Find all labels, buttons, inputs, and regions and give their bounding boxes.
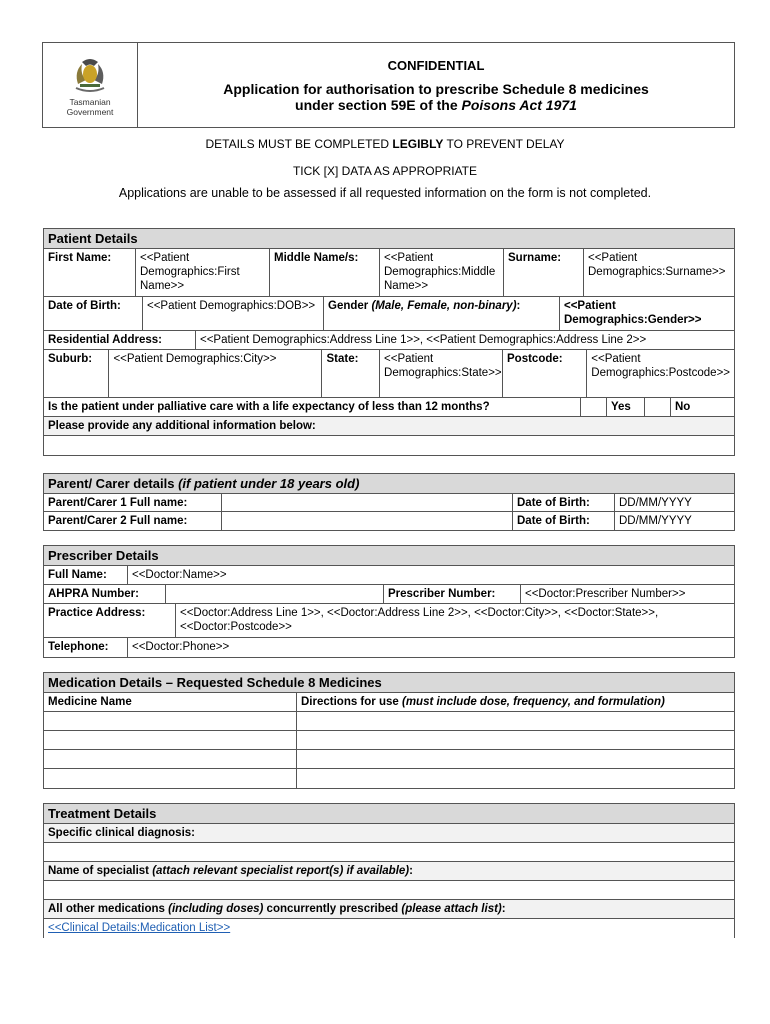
surname-field[interactable]: <<Patient Demographics:Surname>> [588,252,726,278]
medicine-name-field[interactable] [44,712,297,730]
palliative-row [44,398,734,417]
residential-address-row [44,331,734,350]
telephone-row [44,638,734,657]
carer2-name-field[interactable] [222,512,513,530]
directions-prefix: Directions for use [301,696,399,708]
section-heading: Patient Details [44,229,734,249]
instruction-prefix: DETAILS MUST BE COMPLETED [205,137,390,151]
first-name-label: First Name: [44,249,136,296]
medication-row [44,750,734,769]
carer2-dob-label: Date of Birth: [513,512,615,530]
medication-row [44,731,734,750]
additional-info-label: Please provide any additional information below: [48,420,316,432]
suburb-field[interactable]: <<Patient Demographics:City>> [109,350,322,397]
specialist-row [44,862,734,881]
other-medications-row [44,900,734,919]
carer2-row [44,512,734,530]
telephone-label: Telephone: [44,638,128,657]
gender-hint: (Male, Female, non-binary) [371,300,517,312]
residential-address-label: Residential Address: [44,331,196,349]
full-name-label: Full Name: [44,566,128,584]
yes-label: Yes [607,398,645,416]
other-meds-note1: (including doses) [168,903,264,915]
directions-field[interactable] [297,712,734,730]
specialist-note: (attach relevant specialist report(s) if available) [152,865,410,877]
instruction-suffix: TO PREVENT DELAY [446,137,565,151]
directions-field[interactable] [297,731,734,749]
diagnosis-label: Specific clinical diagnosis: [48,827,195,839]
specialist-colon: : [409,865,413,877]
medicine-name-field[interactable] [44,769,297,788]
diagnosis-field[interactable] [44,843,734,862]
medicine-name-header: Medicine Name [44,693,297,711]
practice-address-field[interactable]: <<Doctor:Address Line 1>>, <<Doctor:Address Line 2>>, <<Doctor:City>>, <<Doctor:State>>, <<Doctor:Postcode>> [180,607,659,633]
parent-heading-text: Parent/ Carer details [48,476,175,491]
medication-list-link[interactable]: <<Clinical Details:Medication List>> [48,922,231,934]
confidential-label: CONFIDENTIAL [387,57,485,73]
specialist-prefix: Name of specialist [48,865,149,877]
patient-name-row [44,249,734,297]
tasmanian-crest-icon [68,54,112,96]
dob-label: Date of Birth: [44,297,143,330]
title-prefix: under section 59E of the [295,96,458,113]
carer1-name-label: Parent/Carer 1 Full name: [44,494,222,511]
directions-field[interactable] [297,750,734,768]
practice-address-label: Practice Address: [44,604,176,637]
prescriber-name-row [44,566,734,585]
state-field[interactable]: <<Patient Demographics:State>> [380,350,503,397]
prescriber-section [43,545,735,658]
ahpra-label: AHPRA Number: [44,585,166,603]
logo-caption: Tasmanian Government [66,96,114,117]
prescriber-number-field[interactable]: <<Doctor:Prescriber Number>> [525,588,686,600]
carer1-dob-field[interactable]: DD/MM/YYYY [619,497,692,509]
no-checkbox[interactable] [645,398,671,416]
carer2-name-label: Parent/Carer 2 Full name: [44,512,222,530]
directions-field[interactable] [297,769,734,788]
form-title-block [138,43,734,127]
medication-header-row [44,693,734,712]
prescriber-number-label: Prescriber Number: [384,585,521,603]
medication-list-row [44,919,734,938]
palliative-question: Is the patient under palliative care with a life expectancy of less than 12 months? [44,398,581,416]
postcode-field[interactable]: <<Patient Demographics:Postcode>> [591,353,730,379]
middle-name-field[interactable]: <<Patient Demographics:Middle Name>> [380,249,504,296]
instruction-complete: Applications are unable to be assessed if all requested information on the form is not completed. [118,186,652,200]
other-meds-mid: concurrently prescribed [266,903,399,915]
state-label: State: [322,350,380,397]
carer1-name-field[interactable] [222,494,513,511]
diagnosis-row [44,824,734,843]
medication-row [44,769,734,788]
other-meds-note2: (please attach list) [401,903,502,915]
patient-dob-row [44,297,734,331]
ahpra-row [44,585,734,604]
section-heading: Prescriber Details [44,546,734,566]
medicine-name-field[interactable] [44,731,297,749]
ahpra-field[interactable] [166,585,384,603]
instruction-tick: TICK [X] DATA AS APPROPRIATE [292,164,478,178]
suburb-label: Suburb: [44,350,109,397]
section-heading [44,474,734,494]
instruction-bold: LEGIBLY [392,137,444,151]
no-label: No [675,401,691,413]
medication-section [43,672,735,789]
suburb-row [44,350,734,398]
practice-address-row [44,604,734,638]
middle-name-label: Middle Name/s: [270,249,380,296]
gender-field[interactable]: <<Patient Demographics:Gender>> [564,300,702,326]
carer1-row [44,494,734,512]
carer1-dob-label: Date of Birth: [513,494,615,511]
medication-row [44,712,734,731]
specialist-field[interactable] [44,881,734,900]
surname-label: Surname: [504,249,584,296]
gender-label-text: Gender [328,300,369,312]
act-name: Poisons Act 1971 [461,96,577,113]
postcode-label: Postcode: [503,350,587,397]
telephone-field[interactable]: <<Doctor:Phone>> [132,641,230,653]
patient-details-section [43,228,735,456]
first-name-field[interactable]: <<Patient Demographics:First Name>> [136,249,270,296]
parent-heading-note: (if patient under 18 years old) [178,476,360,491]
specialist-label [44,862,734,880]
medication-list-cell [44,919,734,938]
instruction-legibly [0,137,770,151]
form-title-line2 [295,97,577,113]
section-heading: Treatment Details [44,804,734,824]
section-heading: Medication Details – Requested Schedule 8 Medicines [44,673,734,693]
residential-address-field[interactable]: <<Patient Demographics:Address Line 1>>, <<Patient Demographics:Address Line 2>> [200,334,647,346]
medicine-name-field[interactable] [44,750,297,768]
dob-field[interactable]: <<Patient Demographics:DOB>> [143,297,324,330]
gender-label [324,297,560,330]
form-header [42,42,735,128]
parent-carer-section [43,473,735,531]
treatment-section [43,803,735,938]
additional-info-field[interactable] [44,436,734,455]
directions-note: (must include dose, frequency, and formulation) [401,696,665,708]
other-medications-label [44,900,734,918]
government-logo [43,43,138,127]
additional-info-row [44,417,734,436]
other-meds-prefix: All other medications [48,903,165,915]
full-name-field[interactable]: <<Doctor:Name>> [132,569,227,581]
form-title-line1: Application for authorisation to prescribe Schedule 8 medicines [223,80,649,97]
yes-checkbox[interactable] [581,398,607,416]
other-meds-colon: : [501,903,506,915]
directions-header [297,693,734,711]
gender-colon: : [516,300,521,312]
carer2-dob-field[interactable]: DD/MM/YYYY [619,515,692,527]
